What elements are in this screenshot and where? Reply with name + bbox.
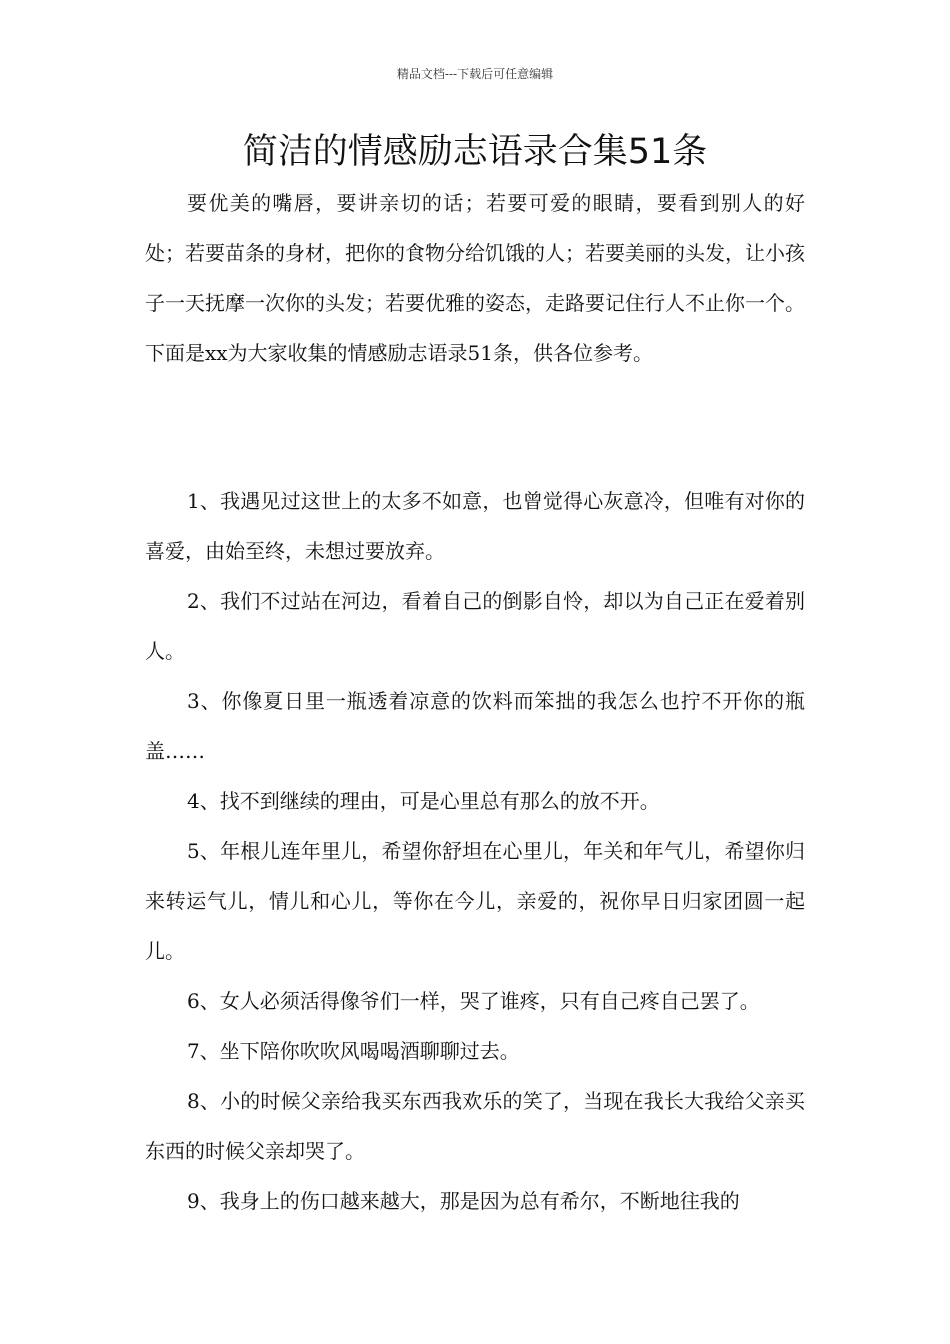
intro-paragraph: 要优美的嘴唇，要讲亲切的话；若要可爱的眼睛，要看到别人的好处；若要苗条的身材，把你的食物分给饥饿的人；若要美丽的头发，让小孩子一天抚摩一次你的头发；若要优雅的姿态，走路要记住行人不止你一个。下面是xx为大家收集的情感励志语录51条，供各位参考。 — [145, 191, 805, 365]
list-item: 8、小的时候父亲给我买东西我欢乐的笑了，当现在我长大我给父亲买东西的时候父亲却哭了。 — [145, 1089, 805, 1163]
list-item: 7、坐下陪你吹吹风喝喝酒聊聊过去。 — [187, 1039, 520, 1063]
list-item: 5、年根儿连年里儿，希望你舒坦在心里儿，年关和年气儿，希望你归来转运气儿，情儿和心儿，等你在今儿，亲爱的，祝你早日归家团圆一起儿。 — [145, 839, 805, 963]
header-note: 精品文档---下载后可任意编辑 — [396, 67, 554, 81]
list-item: 3、你像夏日里一瓶透着凉意的饮料而笨拙的我怎么也拧不开你的瓶盖…… — [145, 689, 805, 763]
list-item: 9、我身上的伤口越来越大，那是因为总有希尔，不断地往我的 — [187, 1189, 740, 1213]
list-item: 2、我们不过站在河边，看着自己的倒影自怜，却以为自己正在爱着别人。 — [145, 589, 805, 663]
quote-list — [145, 476, 805, 1226]
list-item: 6、女人必须活得像爷们一样，哭了谁疼，只有自己疼自己罢了。 — [187, 989, 760, 1013]
intro-section — [145, 178, 805, 378]
document-title: 简洁的情感励志语录合集51条 — [242, 132, 708, 172]
list-item: 4、找不到继续的理由，可是心里总有那么的放不开。 — [187, 789, 660, 813]
list-item: 1、我遇见过这世上的太多不如意，也曾觉得心灰意冷，但唯有对你的喜爱，由始至终，未想过要放弃。 — [145, 489, 805, 563]
